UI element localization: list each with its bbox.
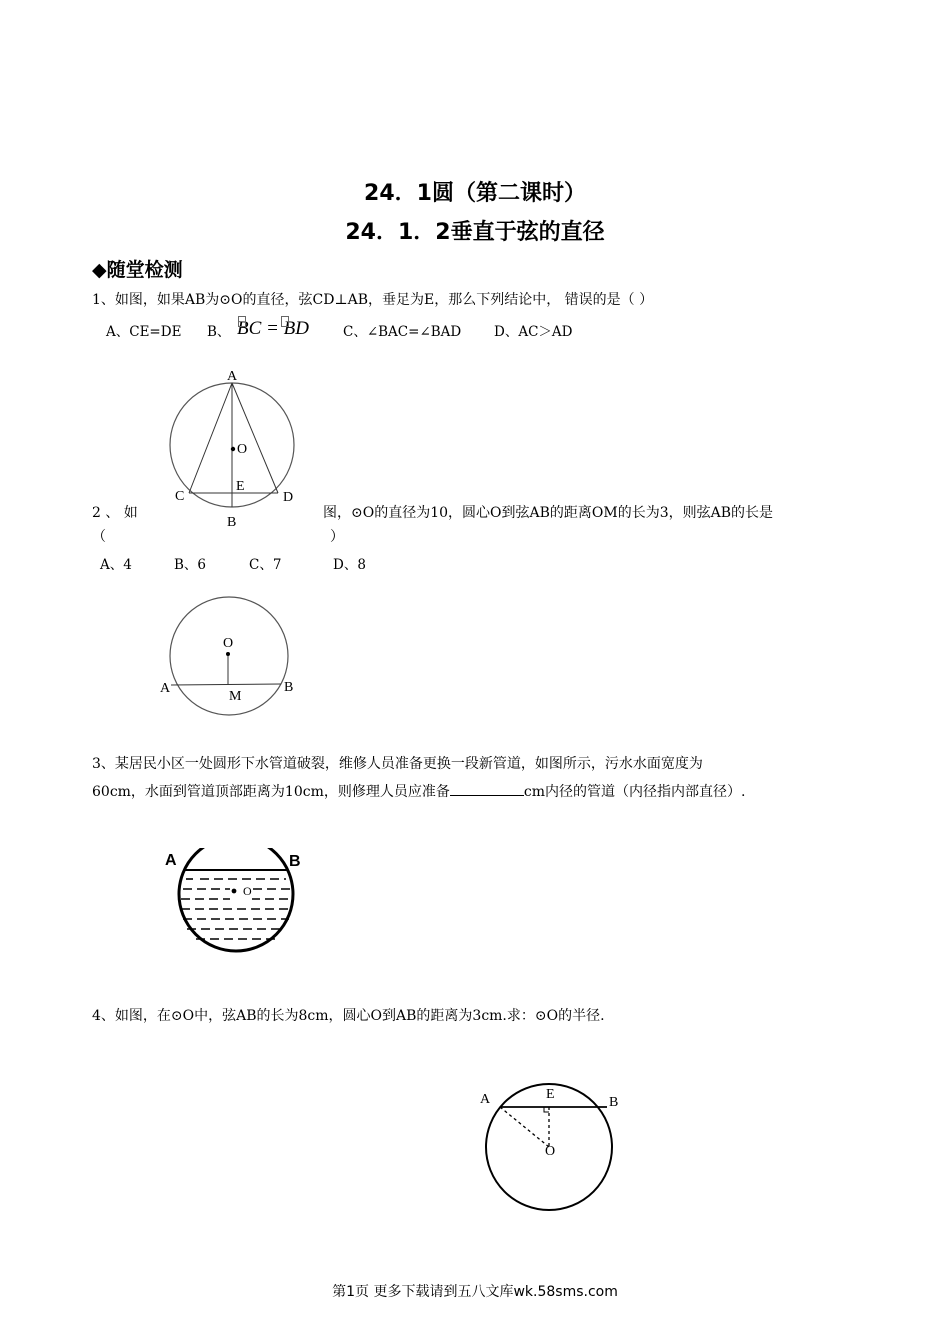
fig2-label-a: A	[160, 681, 171, 696]
fig3-label-o: O	[243, 884, 252, 898]
fig2-label-m: M	[229, 689, 242, 704]
question-3-line1: 3、某居民小区一处圆形下水管道破裂，维修人员准备更换一段新管道，如图所示，污水水面宽度为	[92, 756, 703, 772]
center-point	[231, 447, 235, 451]
chord-ac	[189, 383, 232, 493]
fig1-label-d: D	[283, 490, 294, 505]
section-heading: ◆随堂检测	[92, 259, 183, 281]
fig1-label-e: E	[236, 479, 245, 494]
question-2-start: 2 、 如	[92, 505, 138, 521]
question-3-line2	[92, 781, 745, 801]
q3-line2-before: 60cm，水面到管道顶部距离为10cm，则修理人员应准备	[92, 784, 450, 800]
fig2-label-b: B	[284, 680, 294, 695]
chord-ad	[232, 383, 278, 493]
fig1-label-o: O	[237, 442, 248, 457]
fig2-label-o: O	[223, 636, 234, 651]
q1-circle-figure	[160, 360, 310, 535]
q2-paren-close: ）	[330, 529, 344, 545]
q2-option-d: D、8	[333, 557, 366, 573]
q2-option-a: A、4	[100, 557, 132, 573]
q3-pipe-figure	[170, 848, 305, 960]
fig3-label-a: A	[165, 852, 177, 869]
page-footer: 第1页 更多下载请到五八文库wk.58sms.com	[332, 1284, 618, 1300]
arc-placeholder-icon	[238, 316, 246, 327]
center-point	[232, 889, 237, 894]
arc-placeholder-icon	[281, 316, 289, 327]
fig4-label-b: B	[609, 1095, 619, 1110]
page-title: 24．1圆（第二课时）	[364, 181, 586, 206]
fig4-label-e: E	[546, 1087, 555, 1102]
fig1-label-a: A	[227, 369, 238, 384]
chord-ab	[171, 684, 281, 685]
fig1-label-c: C	[175, 489, 185, 504]
q2-paren-open: （	[92, 529, 106, 545]
radius-oa-dashed	[500, 1107, 549, 1147]
answer-blank	[450, 783, 524, 796]
question-4-text: 4、如图，在⊙O中，弦AB的长为8cm，圆心O到AB的距离为3cm.求：⊙O的半径.	[92, 1008, 605, 1024]
center-point	[226, 652, 230, 656]
q1-option-b-prefix: B、	[207, 324, 231, 340]
fig4-label-o: O	[545, 1144, 556, 1159]
q3-line2-after: cm内径的管道（内径指内部直径）.	[523, 784, 746, 800]
fig3-label-b: B	[289, 853, 301, 870]
fig4-label-a: A	[480, 1092, 491, 1107]
q1-option-d: D、AC＞AD	[494, 324, 573, 340]
q2-option-c: C、7	[249, 557, 282, 573]
page-subtitle: 24．1．2垂直于弦的直径	[345, 220, 605, 245]
q1-option-b	[207, 320, 230, 340]
q2-option-b: B、6	[174, 557, 207, 573]
q1-option-a: A、CE=DE	[106, 324, 182, 340]
fig1-label-b: B	[227, 515, 237, 530]
question-1-text: 1、如图，如果AB为⊙O的直径，弦CD⊥AB，垂足为E，那么下列结论中， 错误的是（ ）	[92, 292, 654, 308]
q1-option-c: C、∠BAC=∠BAD	[343, 324, 462, 340]
q1-option-b-formula: BC = BD	[237, 318, 309, 339]
question-2-text: 图，⊙O的直径为10，圆心O到弦AB的距离OM的长为3，则弦AB的长是	[323, 505, 774, 521]
